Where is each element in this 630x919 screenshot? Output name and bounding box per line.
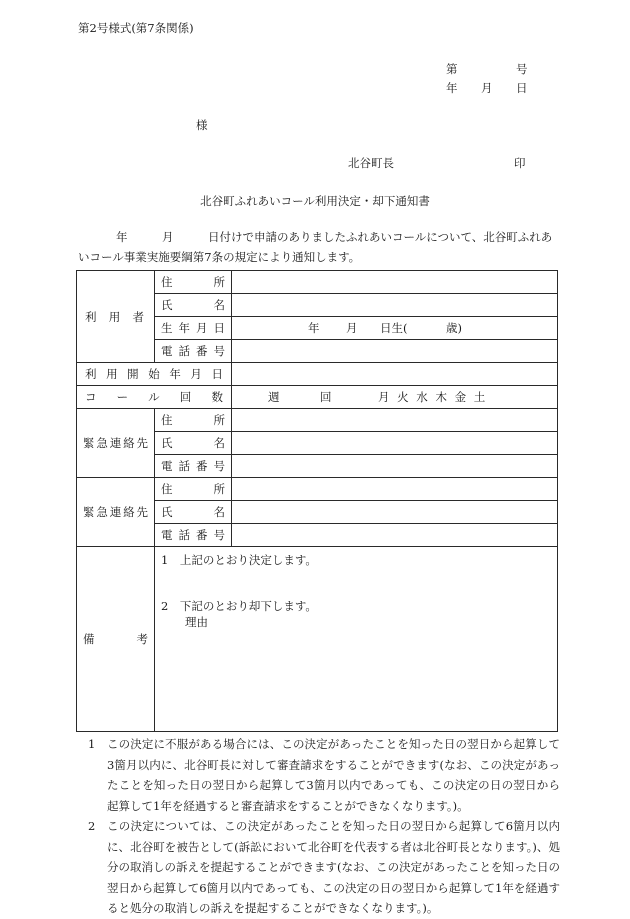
user-name-field[interactable] bbox=[232, 294, 558, 317]
user-dob-field[interactable] bbox=[232, 317, 558, 340]
notification-table bbox=[76, 270, 558, 732]
user-address-label: 住所 bbox=[155, 271, 232, 294]
emergency-2-phone-field[interactable] bbox=[232, 524, 558, 547]
emergency-1-phone-label: 電話番号 bbox=[155, 455, 232, 478]
emergency-1-name-label: 氏名 bbox=[155, 432, 232, 455]
emergency-2-address-field[interactable] bbox=[232, 478, 558, 501]
issue-date-month: 月 bbox=[481, 81, 493, 95]
note-number: 1 bbox=[88, 737, 96, 751]
dob-year: 年 bbox=[308, 321, 320, 335]
call-weekdays: 月 火 水 木 金 土 bbox=[378, 390, 486, 404]
remark-decision: 1 上記のとおり決定します。 bbox=[161, 553, 317, 567]
form-label: 第2号様式(第7条関係) bbox=[78, 21, 194, 35]
emergency-2-phone-label: 電話番号 bbox=[155, 524, 232, 547]
remark-reason-label: 理由 bbox=[185, 615, 208, 629]
intro-year: 年 bbox=[116, 230, 128, 244]
notes-section bbox=[88, 734, 560, 919]
user-phone-field[interactable] bbox=[232, 340, 558, 363]
remarks-field[interactable] bbox=[155, 547, 558, 732]
call-count-field[interactable] bbox=[232, 386, 558, 409]
issuer-name: 北谷町長 bbox=[348, 156, 394, 170]
emergency-2-name-field[interactable] bbox=[232, 501, 558, 524]
user-name-label: 氏名 bbox=[155, 294, 232, 317]
note-text: この決定に不服がある場合には、この決定があったことを知った日の翌日から起算して3箇月以内に、北谷町長に対して審査請求をすることができます(なお、この決定があったことを知った日の翌日から起算して3箇月以内であっても、この決定の日の翌日から起算して1年を経過すると審査請求をすることができなくなります。)。 bbox=[107, 737, 560, 813]
document-number-suffix: 号 bbox=[516, 62, 528, 76]
call-count-label: コール回数 bbox=[77, 386, 232, 409]
emergency-2-name-label: 氏名 bbox=[155, 501, 232, 524]
note-item bbox=[88, 816, 560, 919]
call-week: 週 bbox=[268, 390, 280, 404]
user-group-label: 利用者 bbox=[77, 271, 155, 363]
emergency-1-name-field[interactable] bbox=[232, 432, 558, 455]
user-address-field[interactable] bbox=[232, 271, 558, 294]
call-times: 回 bbox=[320, 390, 332, 404]
issue-date-year: 年 bbox=[446, 81, 458, 95]
start-date-field[interactable] bbox=[232, 363, 558, 386]
note-text: この決定については、この決定があったことを知った日の翌日から起算して6箇月以内に、北谷町を被告として(訴訟において北谷町を代表する者は北谷町長となります。)、処分の取消しの訴えを提起することができます(なお、この決定があったことを知った日の翌日から起算して6箇月以内であっても、この決定の日の翌日から起算して1年を経過すると処分の取消しの訴えを提起することができなくなります。)。 bbox=[107, 819, 560, 915]
note-item bbox=[88, 734, 560, 816]
dob-age: 歳) bbox=[446, 321, 462, 335]
remarks-label: 備考 bbox=[77, 547, 155, 732]
emergency-contact-2-label: 緊急連絡先 bbox=[77, 478, 155, 547]
intro-month: 月 bbox=[162, 230, 174, 244]
emergency-1-address-label: 住所 bbox=[155, 409, 232, 432]
user-dob-label: 生年月日 bbox=[155, 317, 232, 340]
emergency-2-address-label: 住所 bbox=[155, 478, 232, 501]
user-phone-label: 電話番号 bbox=[155, 340, 232, 363]
note-number: 2 bbox=[88, 819, 96, 833]
start-date-label: 利用開始年月日 bbox=[77, 363, 232, 386]
emergency-contact-1-label: 緊急連絡先 bbox=[77, 409, 155, 478]
document-title: 北谷町ふれあいコール利用決定・却下通知書 bbox=[200, 194, 430, 208]
dob-month: 月 bbox=[346, 321, 358, 335]
addressee-honorific: 様 bbox=[196, 118, 208, 132]
intro-paragraph bbox=[78, 227, 558, 267]
document-number-prefix: 第 bbox=[446, 62, 458, 76]
emergency-1-phone-field[interactable] bbox=[232, 455, 558, 478]
intro-body: 日付けで申請のありましたふれあいコールについて、北谷町ふれあいコール事業実施要綱第7条の規定により通知します。 bbox=[78, 230, 553, 264]
emergency-1-address-field[interactable] bbox=[232, 409, 558, 432]
seal-mark: 印 bbox=[514, 156, 526, 170]
dob-day: 日生( bbox=[380, 321, 408, 335]
issue-date-day: 日 bbox=[516, 81, 528, 95]
remark-rejection: 2 下記のとおり却下します。 bbox=[161, 599, 317, 613]
